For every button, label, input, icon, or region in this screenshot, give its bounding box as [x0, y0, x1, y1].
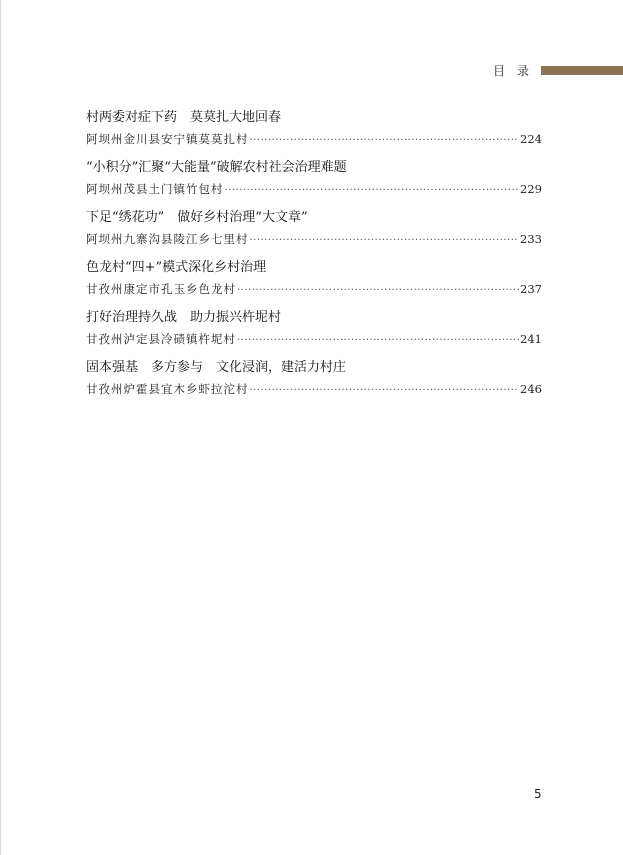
- toc-entry-line: [86, 179, 542, 206]
- toc-entry-place: 甘孜州泸定县冷碛镇杵坭村: [86, 332, 236, 346]
- header-decoration-bar: [541, 66, 623, 75]
- dot-leader: [237, 334, 519, 348]
- toc-entry-title: 打好治理持久战 助力振兴杵坭村: [86, 310, 282, 325]
- dot-leader: [250, 384, 520, 398]
- toc-entry-line: [86, 279, 542, 306]
- toc-entry-line: [86, 379, 542, 406]
- dot-leader: [250, 234, 520, 248]
- dot-leader: [237, 284, 519, 298]
- toc-entry[interactable]: [86, 156, 542, 206]
- toc-entry-line: [86, 129, 542, 156]
- toc-entry-page: 229: [520, 182, 542, 196]
- toc-entry-place: 阿坝州金川县安宁镇莫莫扎村: [86, 132, 249, 146]
- toc-entry-page: 233: [520, 232, 542, 246]
- dot-leader: [250, 134, 520, 148]
- toc-entry-title: 下足“绣花功” 做好乡村治理“大文章”: [86, 210, 308, 225]
- toc-entry[interactable]: [86, 356, 542, 406]
- toc-entry-place: 阿坝州茂县土门镇竹包村: [86, 182, 224, 196]
- toc-entry-line: [86, 329, 542, 356]
- toc-entry[interactable]: [86, 106, 542, 156]
- toc-entry[interactable]: [86, 256, 542, 306]
- toc-entry-page: 224: [520, 132, 542, 146]
- page-number: 5: [534, 787, 542, 801]
- table-of-contents: [86, 106, 542, 406]
- toc-entry-line: [86, 229, 542, 256]
- toc-entry-place: 甘孜州炉霍县宜木乡虾拉沱村: [86, 382, 249, 396]
- toc-entry[interactable]: [86, 306, 542, 356]
- toc-entry-place: 甘孜州康定市孔玉乡色龙村: [86, 282, 236, 296]
- dot-leader: [225, 184, 520, 198]
- toc-entry-title: 色龙村“四+”模式深化乡村治理: [86, 260, 267, 275]
- header-title: 目 录: [493, 64, 530, 78]
- page-header: [1, 62, 623, 78]
- toc-entry-title: 村两委对症下药 莫莫扎大地回春: [86, 110, 282, 125]
- toc-entry-title: “小积分”汇聚“大能量”破解农村社会治理难题: [86, 160, 347, 175]
- toc-entry[interactable]: [86, 206, 542, 256]
- toc-entry-page: 241: [520, 332, 542, 346]
- toc-entry-page: 237: [520, 282, 542, 296]
- toc-entry-title: 固本强基 多方参与 文化浸润，建活力村庄: [86, 360, 347, 375]
- toc-entry-page: 246: [520, 382, 542, 396]
- toc-entry-place: 阿坝州九寨沟县陵江乡七里村: [86, 232, 249, 246]
